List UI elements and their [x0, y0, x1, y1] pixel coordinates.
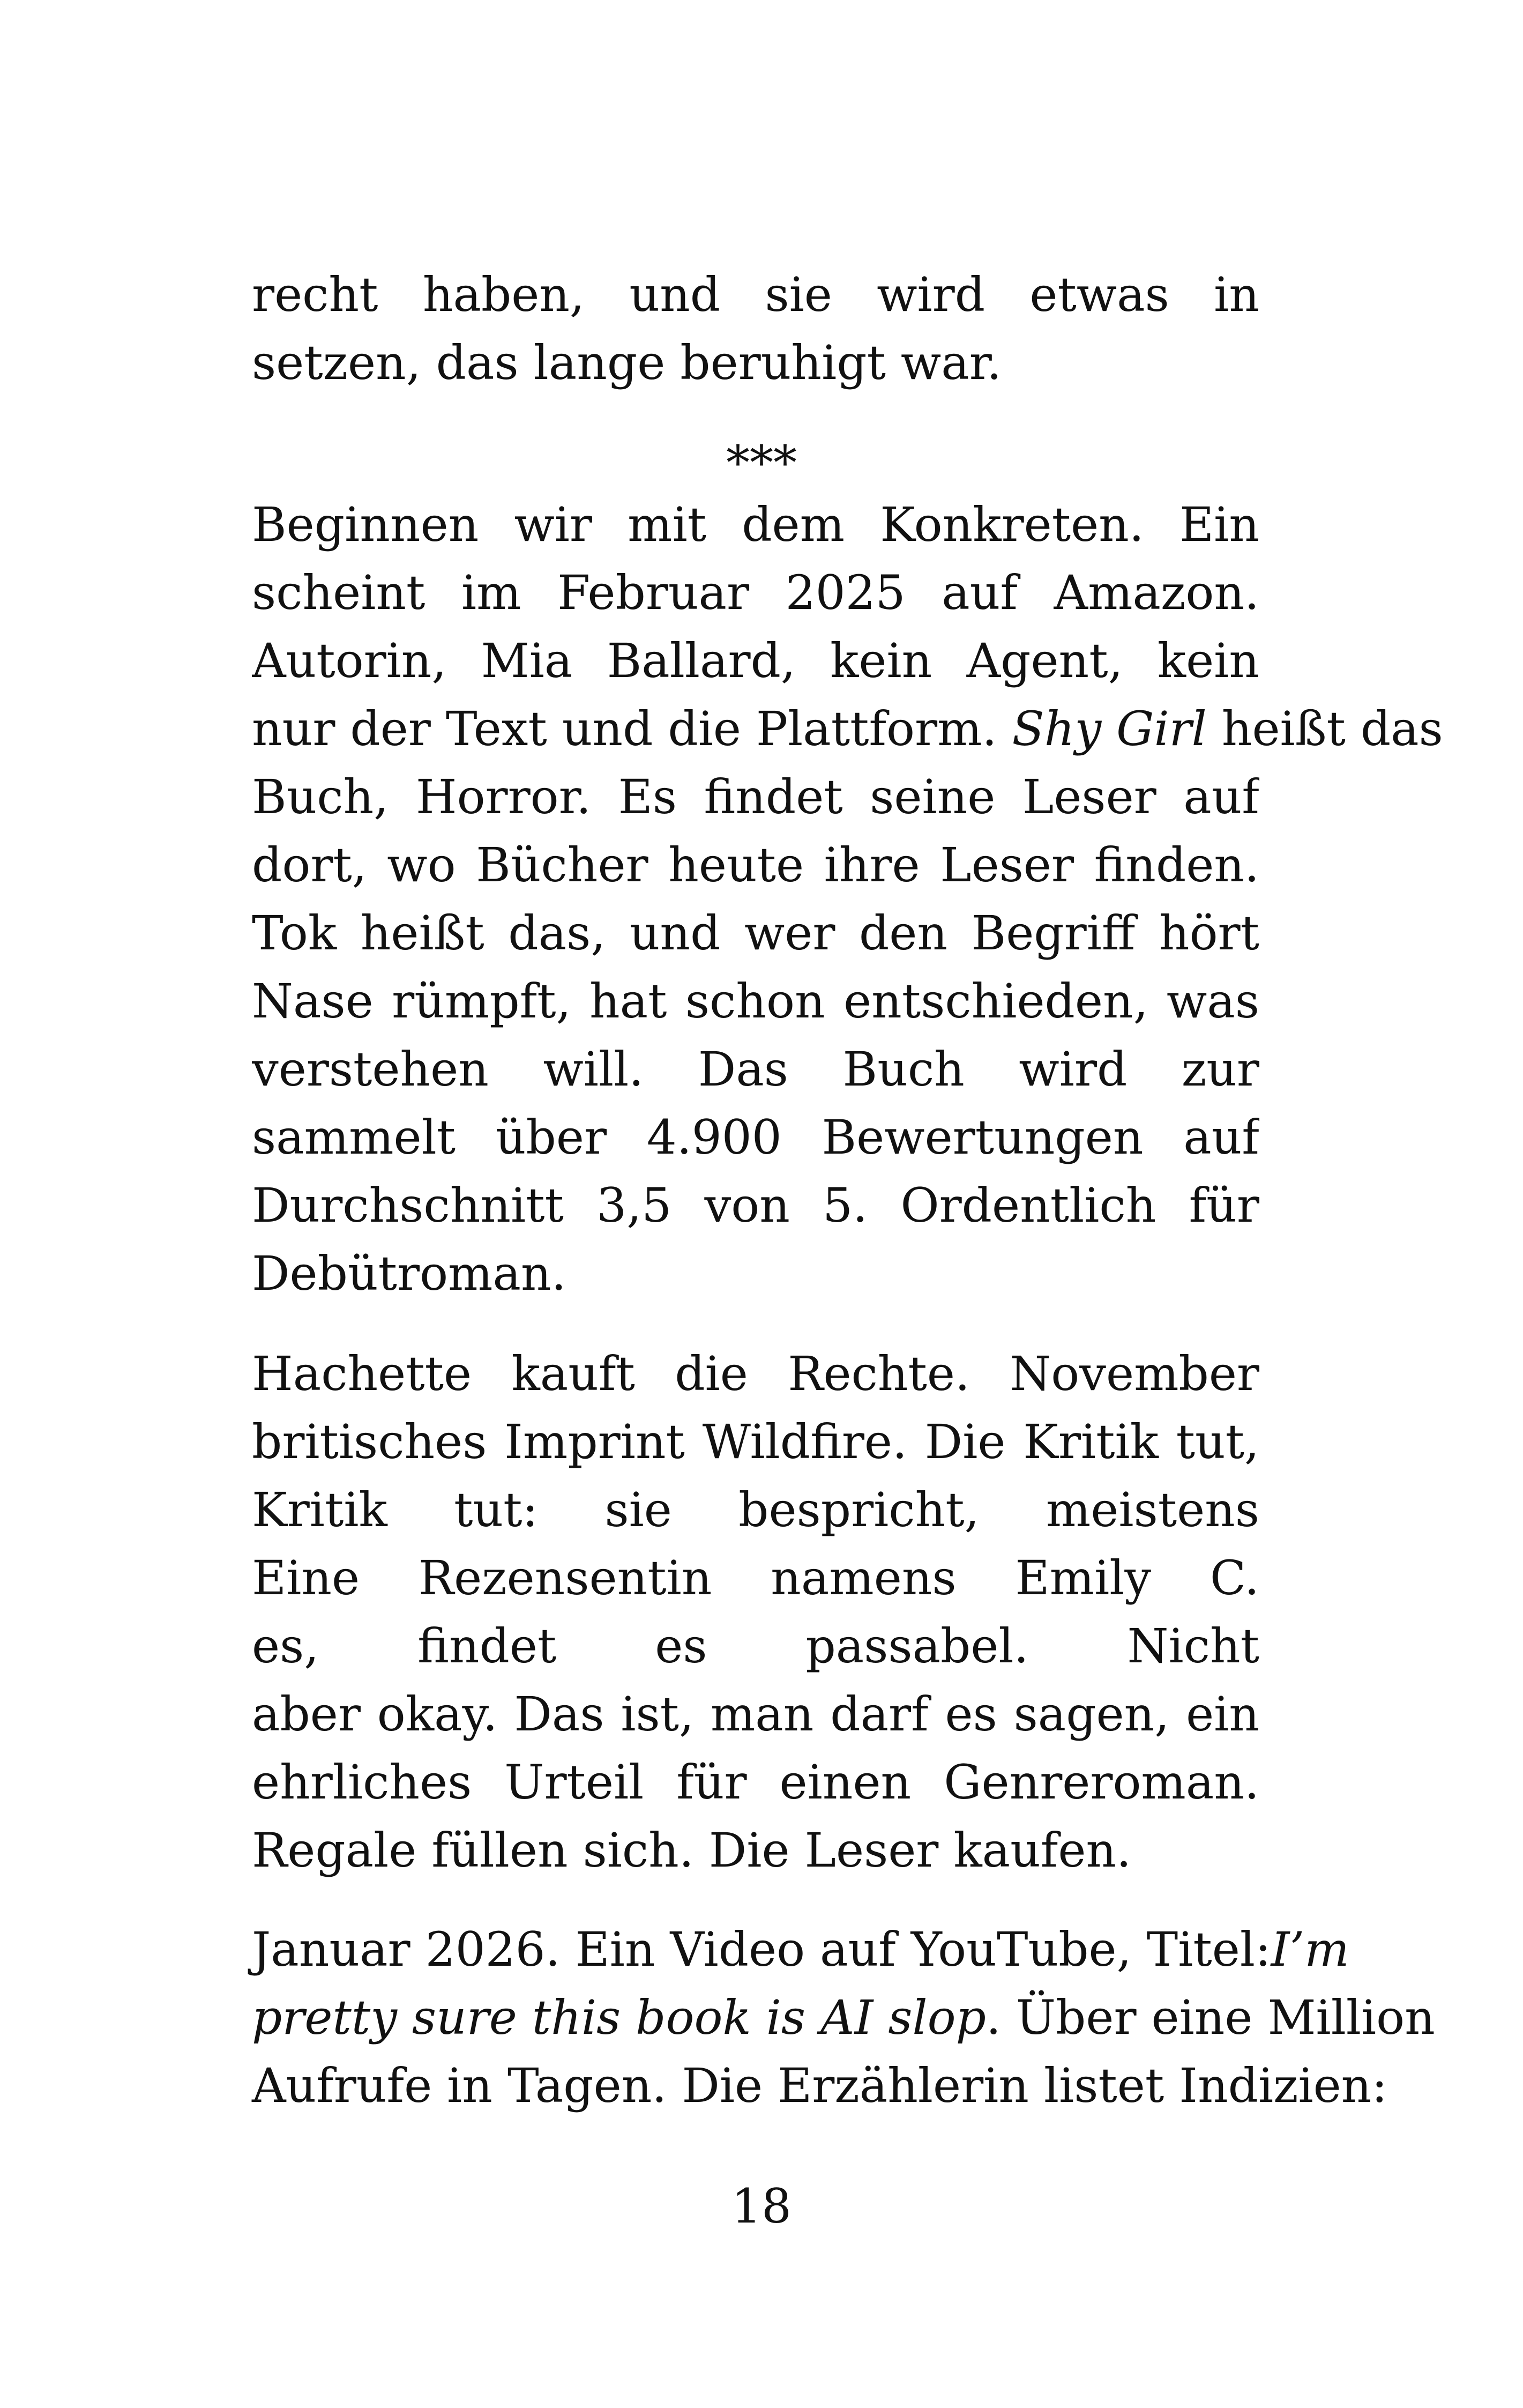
text-line: dort, wo Bücher heute ihre Leser finden.: [252, 837, 1259, 893]
paragraph-2: [252, 1340, 1259, 1884]
text-segment: . Über eine Million: [986, 1990, 1435, 2045]
text-line: Nase rümpft, hat schon entschieden, was: [252, 973, 1259, 1029]
book-title-italic: Shy Girl: [1012, 701, 1207, 756]
paragraph-3: [252, 1915, 1435, 2120]
text-line: Regale füllen sich. Die Leser kaufen.: [252, 1823, 1132, 1878]
text-segment: nur der Text und die Plattform.: [252, 701, 997, 756]
text-line: [252, 1983, 1435, 2052]
text-line: Hachette kauft die Rechte. November: [252, 1346, 1259, 1401]
text-line: scheint im Februar 2025 auf Amazon.: [252, 565, 1259, 620]
text-line: britisches Imprint Wildfire. Die Kritik tut,: [252, 1414, 1259, 1469]
text-line: aber okay. Das ist, man darf es sagen, ein: [252, 1686, 1259, 1742]
text-line: Aufrufe in Tagen. Die Erzählerin listet Indizien:: [252, 2058, 1388, 2113]
text-line: Beginnen wir mit dem Konkreten. Ein: [252, 497, 1259, 552]
video-title-italic: pretty sure this book is AI slop: [252, 1990, 986, 2045]
video-title-italic: I’m: [1271, 1922, 1349, 1977]
text-line: [252, 1915, 1349, 1983]
text-line: Eine Rezensentin namens Emily C.: [252, 1550, 1259, 1606]
text-line: ehrliches Urteil für einen Genreroman.: [252, 1755, 1259, 1810]
scene-separator: ***: [726, 435, 797, 490]
text-line: Tok heißt das, und wer den Begriff hört: [252, 905, 1259, 961]
paragraph-1: [252, 490, 1443, 1307]
text-line: setzen, das lange beruhigt war.: [252, 335, 1002, 390]
text-line: verstehen will. Das Buch wird zur: [252, 1042, 1259, 1097]
text-line: recht haben, und sie wird etwas in: [252, 267, 1259, 322]
text-line: Debütroman.: [252, 1246, 566, 1301]
text-line: es, findet es passabel. Nicht: [252, 1618, 1259, 1674]
text-line: Autorin, Mia Ballard, kein Agent, kein: [252, 633, 1259, 688]
text-line: [252, 695, 1443, 763]
text-line: Kritik tut: sie bespricht, meistens: [252, 1482, 1259, 1537]
text-line: Durchschnitt 3,5 von 5. Ordentlich für: [252, 1178, 1259, 1233]
page-number: 18: [731, 2179, 792, 2234]
text-line: Buch, Horror. Es findet seine Leser auf: [252, 769, 1259, 824]
text-segment: heißt das: [1221, 701, 1443, 756]
text-line: sammelt über 4.900 Bewertungen auf: [252, 1110, 1259, 1165]
paragraph-continuation: [252, 261, 1259, 397]
text-segment: Januar 2026. Ein Video auf YouTube, Titel:: [252, 1922, 1271, 1977]
